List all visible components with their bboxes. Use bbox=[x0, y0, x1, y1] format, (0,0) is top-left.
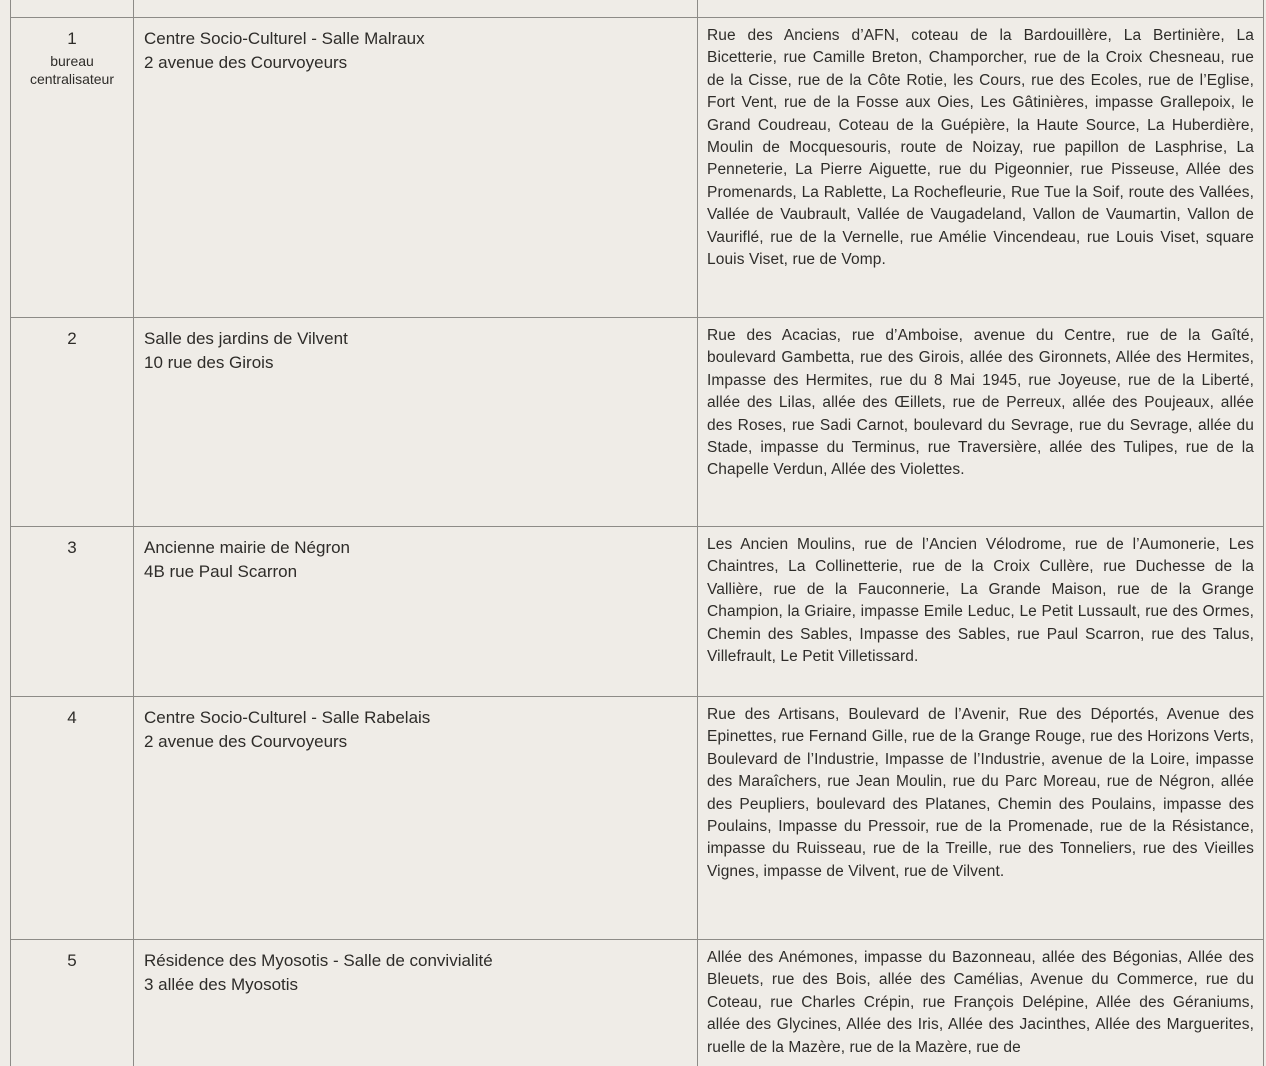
location-cell bbox=[133, 18, 697, 317]
bureau-number: 3 bbox=[67, 538, 77, 557]
streets-text: Rue des Anciens d’AFN, coteau de la Bardouillère, La Bertinière, La Bicetterie, rue Camille Breton, Champorcher, rue de la Croix Chesneau, rue de la Cisse, rue de la Côte Rotie, les Cours, rue des Ecoles, rue de l’Eglise, Fort Vent, rue de la Fosse aux Oies, Les Gâtinières, impasse Grallepoix, le Grand Coudreau, Coteau de la Guépière, la Haute Source, La Huberdière, Moulin de Mocquesouris, route de Noizay, rue papillon de Lasphrise, La Penneterie, La Pierre Aiguette, rue du Pigeonnier, rue Pisseuse, Allée des Promenards, La Rablette, La Rochefleurie, Rue Tue la Soif, route des Vallées, Vallée de Vaubrault, Vallée de Vaugadeland, Vallon de Vaumartin, Vallon de Vauriflé, rue de la Vernelle, rue Amélie Vincendeau, rue Louis Viset, square Louis Viset, rue de Vomp. bbox=[707, 27, 1254, 269]
bureau-number: 4 bbox=[67, 708, 77, 727]
location-name: Centre Socio-Culturel - Salle Rabelais bbox=[144, 708, 431, 727]
bureau-number-cell bbox=[11, 18, 133, 317]
bureau-note: bureau centralisateur bbox=[29, 53, 115, 87]
table-row bbox=[11, 17, 1263, 317]
streets-text: Les Ancien Moulins, rue de l’Ancien Vélodrome, rue de l’Aumonerie, Les Chaintres, La Collinetterie, rue de la Croix Cullère, rue Duchesse de la Vallière, rue de la Fauconnerie, La Grande Maison, rue de la Grange Champion, la Griaire, impasse Emile Leduc, Le Petit Lussault, rue des Ormes, Chemin des Sables, Impasse des Sables, rue Paul Scarron, rue des Talus, Villefrault, Le Petit Villetissard. bbox=[707, 536, 1254, 666]
location-name: Salle des jardins de Vilvent bbox=[144, 329, 348, 348]
bureau-number-cell bbox=[11, 940, 133, 1066]
location-address: 4B rue Paul Scarron bbox=[144, 562, 298, 581]
location-name: Résidence des Myosotis - Salle de convivialité bbox=[144, 951, 493, 970]
streets-cell bbox=[697, 318, 1263, 526]
table-row bbox=[11, 526, 1263, 696]
polling-stations-table bbox=[10, 0, 1264, 1066]
streets-cell bbox=[697, 940, 1263, 1066]
location-cell bbox=[133, 318, 697, 526]
bureau-number-cell bbox=[11, 527, 133, 696]
streets-text: Allée des Anémones, impasse du Bazonneau, allée des Bégonias, Allée des Bleuets, rue des Bois, allée des Camélias, Avenue du Commerce, rue du Coteau, rue Charles Crépin, rue François Delépine, Allée des Géraniums, allée des Glycines, Allée des Iris, Allée des Jacinthes, Allée des Marguerites, ruelle de la Mazère, rue de la Mazère, rue de bbox=[707, 949, 1254, 1056]
location-cell bbox=[133, 940, 697, 1066]
table-row bbox=[11, 696, 1263, 939]
streets-text: Rue des Acacias, rue d’Amboise, avenue du Centre, rue de la Gaîté, boulevard Gambetta, rue des Girois, allée des Gironnets, Allée des Hermites, Impasse des Hermites, rue du 8 Mai 1945, rue Joyeuse, rue de la Liberté, allée des Lilas, allée des Œillets, rue de Perreux, allée des Poujeaux, allée des Roses, rue Sadi Carnot, boulevard du Sevrage, rue du Sevrage, allée du Stade, impasse du Terminus, rue Traversière, allée des Tulipes, rue de la Chapelle Verdun, Allée des Violettes. bbox=[707, 327, 1254, 479]
streets-text: Rue des Artisans, Boulevard de l’Avenir, Rue des Déportés, Avenue des Epinettes, rue Fernand Gille, rue de la Grange Rouge, rue des Horizons Verts, Boulevard de l’Industrie, Impasse de l’Industrie, avenue de la Loire, impasse des Maraîchers, rue Jean Moulin, rue du Parc Moreau, rue de Négron, allée des Peupliers, boulevard des Platanes, Chemin des Poulains, impasse des Poulains, Impasse du Pressoir, rue de la Promenade, rue de la Résistance, impasse du Ruisseau, rue de la Treille, rue des Tonneliers, rue des Vieilles Vignes, impasse de Vilvent, rue de Vilvent. bbox=[707, 706, 1254, 880]
table-row bbox=[11, 317, 1263, 526]
location-address: 2 avenue des Courvoyeurs bbox=[144, 53, 348, 72]
location-address: 3 allée des Myosotis bbox=[144, 975, 299, 994]
streets-cell bbox=[697, 697, 1263, 939]
bureau-number-cell bbox=[11, 318, 133, 526]
bureau-number-cell bbox=[11, 697, 133, 939]
location-name: Centre Socio-Culturel - Salle Malraux bbox=[144, 29, 425, 48]
location-cell bbox=[133, 0, 697, 17]
bureau-number: 1 bbox=[67, 29, 77, 48]
location-address: 10 rue des Girois bbox=[144, 353, 274, 372]
streets-cell bbox=[697, 0, 1263, 17]
bureau-number-cell bbox=[11, 0, 133, 17]
streets-cell bbox=[697, 527, 1263, 696]
table-row-partial-top bbox=[11, 0, 1263, 17]
location-name: Ancienne mairie de Négron bbox=[144, 538, 351, 557]
location-cell bbox=[133, 697, 697, 939]
bureau-number: 5 bbox=[67, 951, 77, 970]
table-row bbox=[11, 939, 1263, 1066]
bureau-number: 2 bbox=[67, 329, 77, 348]
location-cell bbox=[133, 527, 697, 696]
location-address: 2 avenue des Courvoyeurs bbox=[144, 732, 348, 751]
streets-cell bbox=[697, 18, 1263, 317]
